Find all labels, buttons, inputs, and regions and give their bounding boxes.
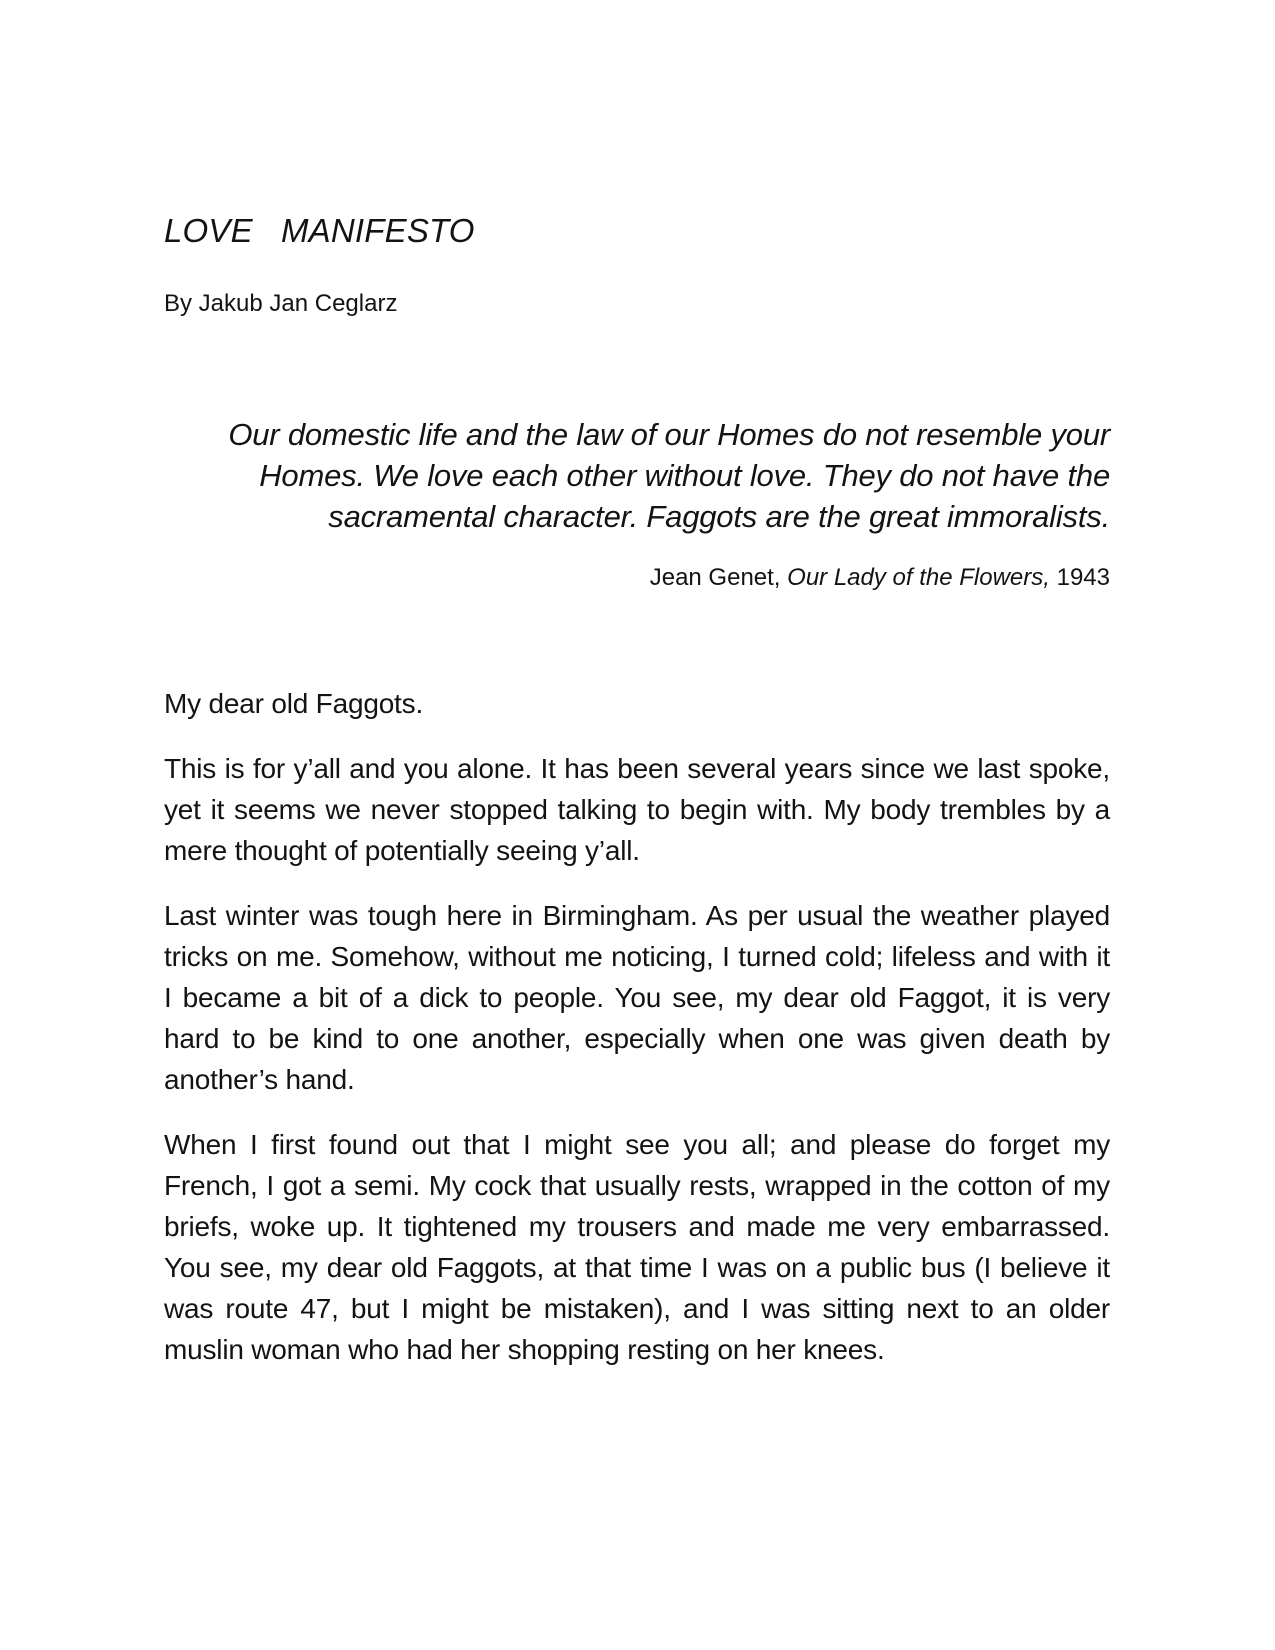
attribution-year: 1943 (1049, 564, 1110, 591)
epigraph-quote (164, 414, 1110, 537)
quote-attribution (164, 561, 1110, 594)
byline: By Jakub Jan Ceglarz (164, 290, 398, 317)
quote-line-1: Our domestic life and the law of our Homes do not resemble your (228, 417, 1110, 452)
paragraph-winter: Last winter was tough here in Birmingham. As per usual the weather played tricks on me. Somehow, without me noticing, I turned cold; lifeless and with it I became a bit of a dick to people. You see, my dear old Faggot, it is very hard to be kind to one another, especially when one was given death by another’s hand. (164, 900, 1110, 1095)
letter-body (164, 683, 1110, 1370)
document-content (164, 0, 1110, 1370)
paragraph-bus: When I first found out that I might see you all; and please do forget my French, I got a semi. My cock that usually rests, wrapped in the cotton of my briefs, woke up. It tightened my trousers and made me very embarrassed. You see, my dear old Faggots, at that time I was on a public bus (I believe it was route 47, but I might be mistaken), and I was sitting next to an older muslin woman who had her shopping resting on her knees. (164, 1129, 1110, 1365)
attribution-work-title: Our Lady of the Flowers, (787, 564, 1050, 591)
quote-line-3: sacramental character. Faggots are the great immoralists. (328, 499, 1110, 534)
paragraph-salutation: My dear old Faggots. (164, 688, 424, 719)
attribution-author: Jean Genet, (649, 564, 788, 591)
paragraph-intro: This is for y’all and you alone. It has been several years since we last spoke, yet it seems we never stopped talking to begin with. My body trembles by a mere thought of potentially seeing y’all. (164, 753, 1110, 866)
quote-line-2: Homes. We love each other without love. They do not have the (259, 458, 1110, 493)
document-title: LOVE MANIFESTO (164, 212, 475, 249)
